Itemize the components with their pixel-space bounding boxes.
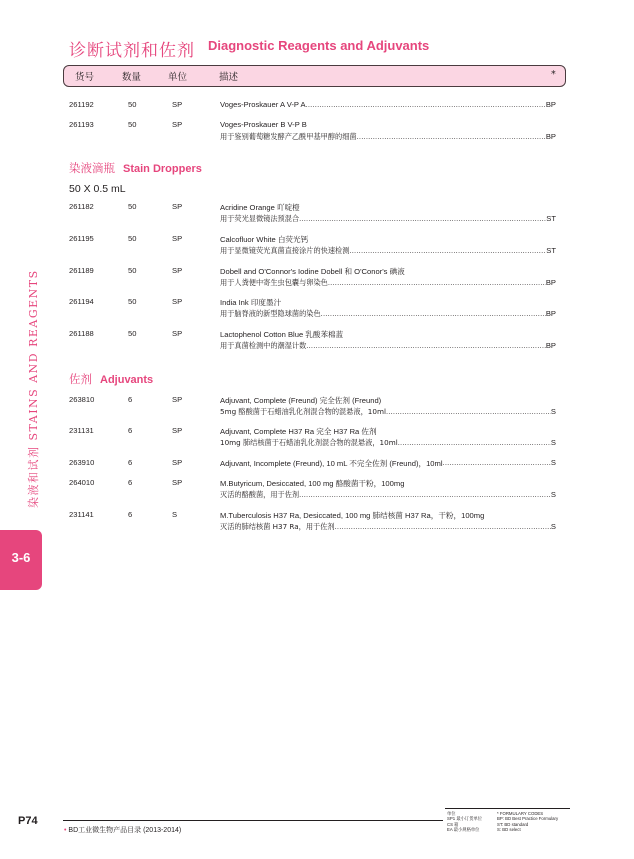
formulary-code: BP: [545, 341, 556, 350]
header-unit: 单位: [168, 72, 188, 83]
header-catalog-number: 货号: [75, 72, 95, 83]
description-line-cn: 用于荧光显微镜法预混合 ..... ST: [220, 214, 556, 224]
page-number: P74: [18, 815, 38, 827]
formulary-code: BP: [545, 278, 556, 287]
quantity: 6: [128, 510, 133, 519]
header-quantity: 数量: [122, 72, 142, 83]
formulary-code: ST: [546, 246, 556, 255]
formulary-code: S: [550, 522, 556, 531]
quantity: 6: [128, 395, 133, 404]
description-line: Calcofluor White 白荧光钙: [220, 235, 309, 244]
unit: SP: [172, 426, 183, 435]
description-line: M.Butyricum, Desiccated, 100 mg 酪酸菌干粉，100mg: [220, 479, 405, 488]
catalog-number: 261182: [69, 202, 94, 211]
quantity: 6: [128, 426, 133, 435]
unit: SP: [172, 202, 183, 211]
section-heading-adjuvants: 佐剂 Adjuvants: [69, 372, 154, 386]
catalog-number: 263910: [69, 458, 95, 467]
quantity: 50: [128, 120, 137, 129]
catalog-number: 263810: [69, 395, 95, 404]
description-line: Dobell and O'Connor's Iodine Dobell 和 O'Conor's 碘液: [220, 267, 405, 276]
formulary-code: BP: [545, 309, 556, 318]
description-line: M.Tuberculosis H37 Ra, Desiccated, 100 mg 肺结核菌 H37 Ra，干粉，100mg: [220, 511, 485, 520]
description-line-cn: 用于真菌检测中的潮湿计数 ..... BP: [220, 341, 556, 351]
footer-divider: [63, 820, 443, 821]
description-line-cn: 5mg 酪酸菌于石蜡油乳化剂混合物的混悬液，10ml ..... S: [220, 407, 556, 417]
description-line: Adjuvant, Incomplete (Freund), 10 mL 不完全佐剂 (Freund)，10ml ..... S: [220, 458, 556, 469]
page-title-en: Diagnostic Reagents and Adjuvants: [208, 38, 430, 53]
description-line: Adjuvant, Complete H37 Ra 完全 H37 Ra 佐剂: [220, 427, 377, 436]
unit: SP: [172, 395, 183, 404]
legend-units: 单位 SP1 最小订货单位 CS 箱 EA 最小规格单位: [447, 811, 483, 833]
catalog-number: 261192: [69, 100, 94, 109]
legend-formulary-codes: * FORMULARY CODES BP: BD Best Practice Formulary ST: BD standard S: BD select: [497, 811, 559, 833]
catalog-number: 264010: [69, 478, 95, 487]
description-line-cn: 灭活的肺结核菌 H37 Ra，用于佐剂 ..... S: [220, 522, 556, 532]
description-line-cn: 用于显微镜荧光真菌直接涂片的快速检测 ..... ST: [220, 246, 556, 256]
side-section-label: 染液和试剂 STAINS AND REAGENTS: [27, 269, 40, 508]
quantity: 50: [128, 329, 137, 338]
description-line-cn: 10mg 肺结核菌于石蜡油乳化剂混合物的混悬液，10ml ..... S: [220, 438, 556, 448]
catalog-number: 261194: [69, 297, 94, 306]
catalog-number: 261193: [69, 120, 94, 129]
description-line: Voges-Proskauer A V-P A ..... BP: [220, 100, 556, 109]
description-line: Adjuvant, Complete (Freund) 完全佐剂 (Freund): [220, 396, 382, 405]
formulary-code: S: [550, 490, 556, 499]
quantity: 50: [128, 297, 137, 306]
description-line-cn: 灭活的酪酸菌，用于佐剂 ..... S: [220, 490, 556, 500]
description-line: Acridine Orange 吖啶橙: [220, 203, 300, 212]
unit: SP: [172, 266, 183, 275]
footer-catalog-title: • BD工业微生物产品目录 (2013-2014): [64, 827, 182, 834]
catalog-number: 231131: [69, 426, 94, 435]
catalog-number: 261195: [69, 234, 94, 243]
quantity: 50: [128, 266, 137, 275]
formulary-code: ST: [546, 214, 556, 223]
description-line: Voges-Proskauer B V-P B: [220, 120, 307, 129]
description-line-cn: 用于人粪便中寄生虫包囊与卵染色 ..... BP: [220, 278, 556, 288]
catalog-number: 261189: [69, 266, 94, 275]
formulary-code: S: [550, 407, 556, 416]
description-line-cn: 用于脑脊液的新型隐球菌的染色 ..... BP: [220, 309, 556, 319]
page-title-cn: 诊断试剂和佐剂: [69, 41, 195, 61]
section-subheading: 50 X 0.5 mL: [69, 183, 126, 195]
quantity: 6: [128, 458, 133, 467]
unit: SP: [172, 100, 183, 109]
unit: SP: [172, 297, 183, 306]
header-description: 描述: [219, 72, 239, 83]
formulary-code: S: [550, 438, 556, 447]
unit: SP: [172, 458, 183, 467]
legend: [445, 808, 570, 839]
section-heading-stain-droppers: 染液滴瓶 Stain Droppers: [69, 161, 202, 175]
formulary-code: S: [550, 458, 556, 467]
quantity: 50: [128, 202, 137, 211]
formulary-code: BP: [545, 132, 556, 141]
unit: S: [172, 510, 178, 519]
unit: SP: [172, 120, 183, 129]
catalog-number: 231141: [69, 510, 94, 519]
description-line-cn: 用于鉴别葡萄糖发酵产乙酰甲基甲醇的细菌 ..... BP: [220, 132, 556, 142]
table-header: [63, 65, 566, 87]
quantity: 50: [128, 234, 137, 243]
description-line: India Ink 印度墨汁: [220, 298, 282, 307]
description-line: Lactophenol Cotton Blue 乳酸苯棉蓝: [220, 330, 344, 339]
unit: SP: [172, 329, 183, 338]
unit: SP: [172, 478, 183, 487]
header-formulary-mark: *: [551, 69, 556, 80]
quantity: 6: [128, 478, 133, 487]
catalog-number: 261188: [69, 329, 94, 338]
unit: SP: [172, 234, 183, 243]
formulary-code: BP: [545, 100, 556, 109]
quantity: 50: [128, 100, 137, 109]
chapter-tab-label: 3-6: [11, 550, 31, 565]
